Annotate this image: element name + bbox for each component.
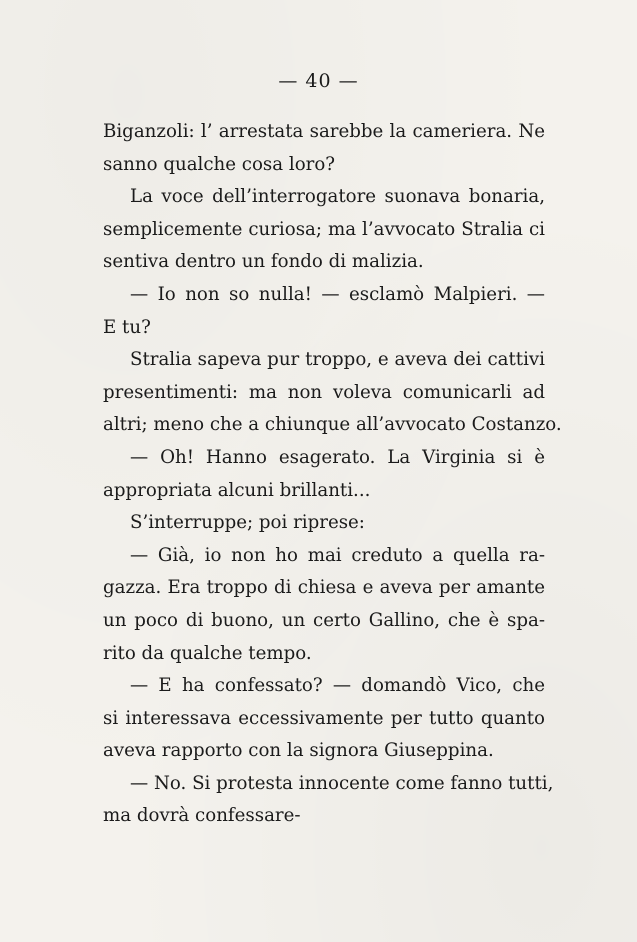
text-line: Stralia sapeva pur troppo, e aveva dei cattivi — [130, 349, 545, 371]
page-number: — 40 — — [278, 70, 359, 92]
text-line: ma dovrà confessare- — [103, 805, 301, 827]
text-line: E tu? — [103, 316, 151, 338]
text-line: un poco di buono, un certo Gallino, che è spa- — [103, 609, 545, 631]
text-line: altri; meno che a chiunque all’avvocato Costanzo. — [103, 414, 562, 436]
text-line: La voce dell’interrogatore suonava bonaria, — [130, 186, 545, 208]
text-line: — E ha confessato? — domandò Vico, che — [130, 675, 545, 697]
text-line: appropriata alcuni brillanti... — [103, 479, 371, 501]
text-line: aveva rapporto con la signora Giuseppina. — [103, 740, 494, 762]
text-line: Biganzoli: l’ arrestata sarebbe la cameriera. Ne — [103, 121, 545, 142]
text-line: si interessava eccessivamente per tutto quanto — [103, 707, 545, 729]
text-line: sanno qualche cosa loro? — [103, 153, 336, 175]
text-line: semplicemente curiosa; ma l’avvocato Stralia ci — [103, 218, 545, 240]
text-line: — No. Si protesta innocente come fanno tutti, — [130, 772, 554, 794]
text-line: presentimenti: ma non voleva comunicarli ad — [103, 381, 545, 403]
text-line: rito da qualche tempo. — [103, 642, 312, 664]
text-line: — Oh! Hanno esagerato. La Virginia si è — [130, 446, 545, 468]
text-line: S’interruppe; poi riprese: — [130, 512, 365, 534]
text-line: — Io non so nulla! — esclamò Malpieri. — — [130, 283, 545, 305]
body-text — [103, 116, 562, 833]
text-line: sentiva dentro un fondo di malizia. — [103, 251, 424, 273]
text-line: gazza. Era troppo di chiesa e aveva per amante — [103, 577, 545, 599]
text-line: — Già, io non ho mai creduto a quella ra- — [130, 544, 545, 566]
